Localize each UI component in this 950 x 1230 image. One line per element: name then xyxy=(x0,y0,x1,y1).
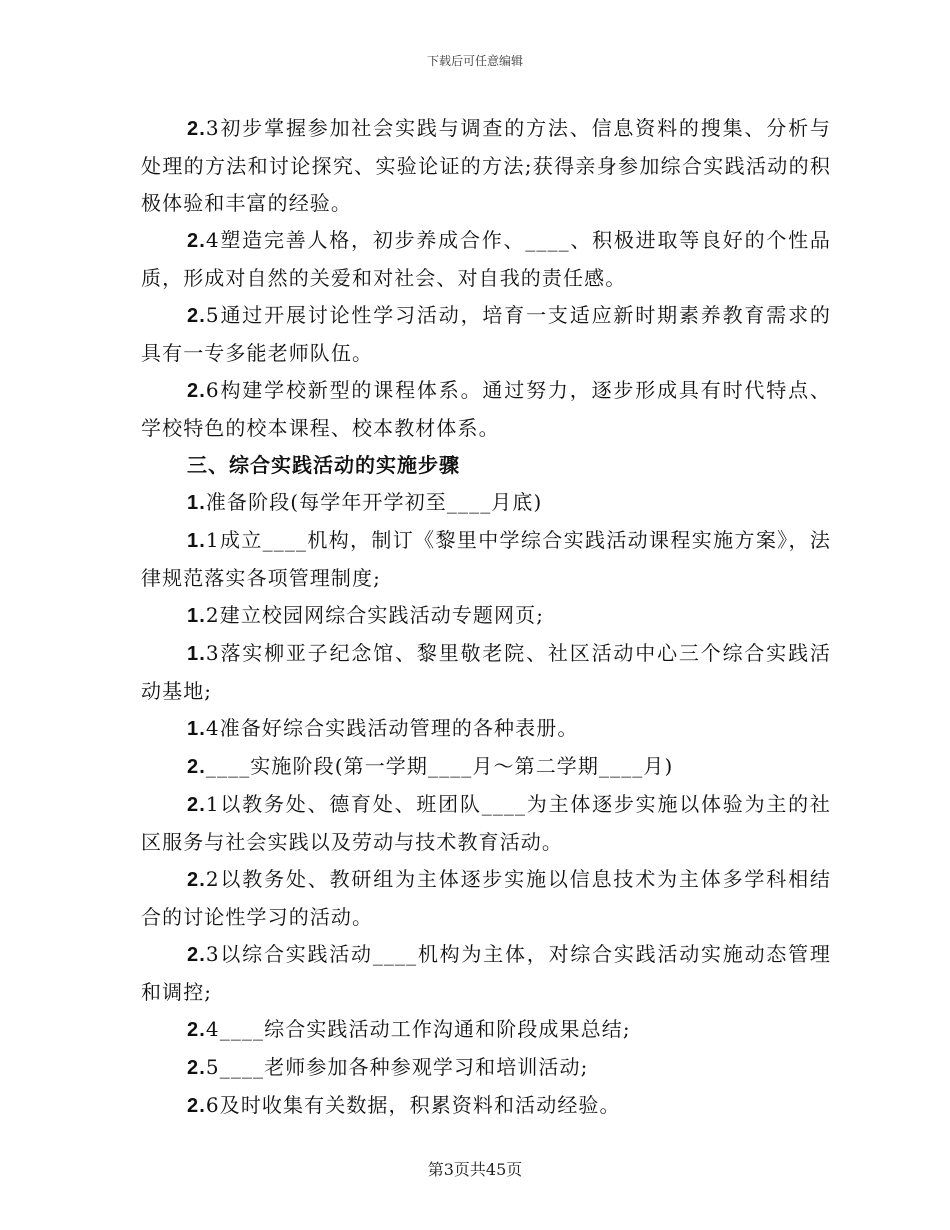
page-header: 下载后可任意编辑 xyxy=(426,54,523,68)
item-number: 2. xyxy=(187,944,206,966)
item-number: 1. xyxy=(187,643,206,665)
step-2-3 xyxy=(141,936,831,1011)
section-heading: 三、综合实践活动的实施步骤 xyxy=(187,453,460,477)
item-number: 2. xyxy=(187,305,206,327)
step-2-5 xyxy=(141,1049,831,1087)
paragraph-text: 4塑造完善人格，初步养成合作、____、积极进取等良好的个性品质，形成对自然的关爱和对社会、对自我的责任感。 xyxy=(141,228,831,290)
paragraph-2-6 xyxy=(141,372,831,447)
step-1-1 xyxy=(141,522,831,597)
item-number: 2. xyxy=(187,118,206,140)
step-text: 3以综合实践活动____机构为主体，对综合实践活动实施动态管理和调控; xyxy=(141,942,831,1004)
page-content xyxy=(141,110,831,1125)
item-number: 1. xyxy=(187,605,206,627)
item-number: 1. xyxy=(187,492,206,514)
step-2-4 xyxy=(141,1011,831,1049)
page-footer: 第3页共45页 xyxy=(427,1160,523,1179)
item-number: 2. xyxy=(187,794,206,816)
step-text: 4____综合实践活动工作沟通和阶段成果总结; xyxy=(205,1017,631,1041)
step-text: 准备阶段(每学年开学初至____月底) xyxy=(205,490,543,514)
step-2-2 xyxy=(141,861,831,936)
step-text: 1以教务处、德育处、班团队____为主体逐步实施以体验为主的社区服务与社会实践以及劳动与技术教育活动。 xyxy=(141,792,831,854)
paragraph-2-4 xyxy=(141,222,831,297)
item-number: 2. xyxy=(187,1057,206,1079)
step-1-3 xyxy=(141,635,831,710)
item-number: 2. xyxy=(187,1095,206,1117)
step-2 xyxy=(141,748,831,786)
paragraph-text: 6构建学校新型的课程体系。通过努力，逐步形成具有时代特点、学校特色的校本课程、校本教材体系。 xyxy=(141,378,831,440)
step-1 xyxy=(141,484,831,522)
step-text: 4准备好综合实践活动管理的各种表册。 xyxy=(205,716,579,740)
step-text: 2以教务处、教研组为主体逐步实施以信息技术为主体多学科相结合的讨论性学习的活动。 xyxy=(141,867,831,929)
item-number: 1. xyxy=(187,530,206,552)
item-number: 1. xyxy=(187,718,206,740)
paragraph-2-3 xyxy=(141,110,831,222)
item-number: 2. xyxy=(187,1019,206,1041)
step-text: ____实施阶段(第一学期____月～第二学期____月) xyxy=(205,754,674,778)
step-2-1 xyxy=(141,786,831,861)
step-text: 2建立校园网综合实践活动专题网页; xyxy=(205,603,545,627)
paragraph-text: 5通过开展讨论性学习活动，培育一支适应新时期素养教育需求的具有一专多能老师队伍。 xyxy=(141,303,831,365)
item-number: 2. xyxy=(187,869,206,891)
step-text: 6及时收集有关数据，积累资料和活动经验。 xyxy=(205,1093,621,1117)
item-number: 2. xyxy=(187,380,206,402)
paragraph-2-5 xyxy=(141,297,831,372)
step-2-6 xyxy=(141,1087,831,1125)
step-text: 3落实柳亚子纪念馆、黎里敬老院、社区活动中心三个综合实践活动基地; xyxy=(141,641,831,703)
step-text: 5____老师参加各种参观学习和培训活动; xyxy=(205,1055,589,1079)
step-1-4 xyxy=(141,710,831,748)
step-1-2 xyxy=(141,597,831,635)
paragraph-text: 3初步掌握参加社会实践与调查的方法、信息资料的搜集、分析与处理的方法和讨论探究、实验论证的方法;获得亲身参加综合实践活动的积极体验和丰富的经验。 xyxy=(141,116,831,215)
item-number: 2. xyxy=(187,756,206,778)
step-text: 1成立____机构，制订《黎里中学综合实践活动课程实施方案》，法律规范落实各项管理制度; xyxy=(141,528,831,590)
item-number: 2. xyxy=(187,230,206,252)
